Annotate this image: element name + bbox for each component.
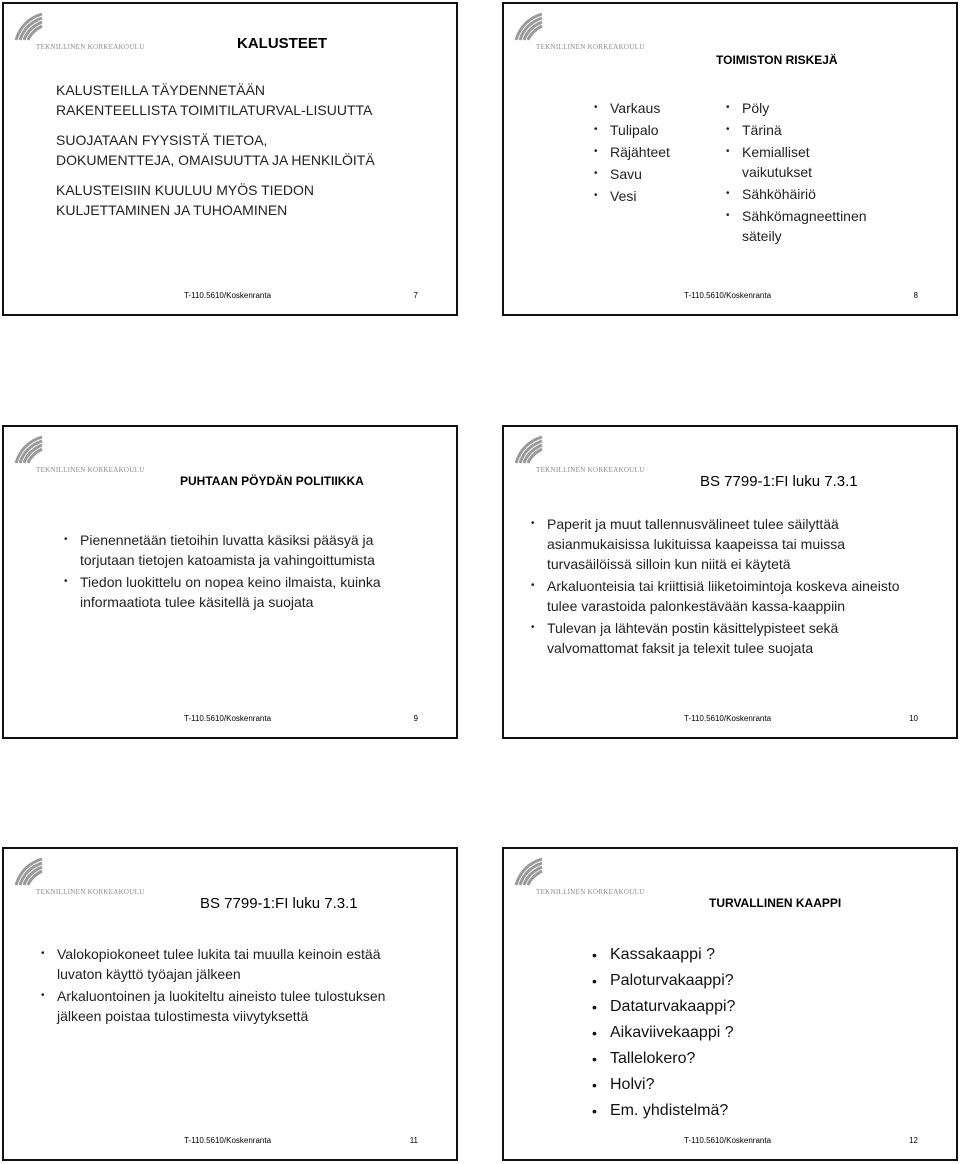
list-item: • Vesi [594, 188, 637, 204]
university-logo [14, 435, 154, 479]
logo-emblem-icon [14, 857, 44, 887]
bullet-icon: • [592, 999, 597, 1015]
bullet-list [592, 943, 812, 1125]
bullet-list [41, 944, 401, 1028]
page-number: 7 [413, 291, 418, 300]
paragraph: SUOJATAAN FYYSISTÄ TIETOA, DOKUMENTTEJA, OMAISUUTTA JA HENKILÖITÄ [56, 132, 375, 168]
page-number: 9 [413, 714, 418, 723]
list-item: • Valokopiokoneet tulee lukita tai muulla keinoin estää luvaton käyttö työajan jälkeen [41, 946, 381, 982]
list-item: • Kassakaappi ? [592, 943, 812, 967]
bullet-icon: • [531, 518, 535, 529]
footer-course: T-110.5610/Koskenranta [684, 291, 772, 300]
logo-text: TEKNILLINEN KORKEAKOULU [536, 466, 645, 474]
list-item: • Tulipalo [594, 122, 659, 138]
university-logo [14, 857, 154, 901]
bullet-icon: • [726, 102, 730, 113]
logo-text: TEKNILLINEN KORKEAKOULU [536, 43, 645, 51]
list-item: • Tallelokero? [592, 1047, 812, 1071]
footer-course: T-110.5610/Koskenranta [184, 291, 272, 300]
bullet-icon: • [592, 1051, 597, 1067]
footer-course: T-110.5610/Koskenranta [184, 1136, 272, 1145]
bullet-icon: • [531, 622, 535, 633]
list-item: • Räjähteet [594, 144, 670, 160]
bullet-icon: • [594, 146, 598, 157]
bullet-icon: • [594, 190, 598, 201]
list-item: • Sähköhäiriö [726, 186, 816, 202]
logo-text: TEKNILLINEN KORKEAKOULU [36, 888, 145, 896]
page-number: 8 [913, 291, 918, 300]
bullet-icon: • [592, 1103, 597, 1119]
bullet-icon: • [531, 580, 535, 591]
list-item: • Arkaluontoinen ja luokiteltu aineisto tulee tulostuksen jälkeen poistaa tulostimesta viivytyksettä [41, 988, 386, 1024]
list-item: • Paperit ja muut tallennusvälineet tulee säilyttää asianmukaisissa lukituissa kaapeissa tai muissa turvasäilöissä silloin kun niitä ei käytetä [531, 516, 846, 572]
paragraph: KALUSTEILLA TÄYDENNETÄÄN RAKENTEELLISTA TOIMITILATURVAL-LISUUTTA [56, 82, 373, 118]
list-item: • Arkaluonteisia tai kriittisiä liiketoimintoja koskeva aineisto tulee varastoida palonkestävään kassa-kaappiin [531, 578, 900, 614]
list-item: • Pienennetään tietoihin luvatta käsiksi pääsyä ja torjutaan tietojen katoamista ja vahingoittumista [64, 532, 375, 568]
list-item: • Savu [594, 166, 642, 182]
university-logo [514, 857, 654, 901]
footer-course: T-110.5610/Koskenranta [684, 714, 772, 723]
list-item: • Paloturvakaappi? [592, 969, 812, 993]
bullet-icon: • [726, 146, 730, 157]
slide-body [56, 80, 376, 230]
bullet-icon: • [594, 124, 598, 135]
bullet-icon: • [64, 576, 68, 587]
list-item: • Varkaus [594, 100, 661, 116]
slide-title: BS 7799-1:FI luku 7.3.1 [200, 895, 358, 912]
bullet-icon: • [726, 210, 730, 221]
list-item: • Sähkömagneettinen säteily [726, 208, 867, 244]
logo-emblem-icon [514, 857, 544, 887]
list-item: • Tiedon luokittelu on nopea keino ilmaista, kuinka informaatiota tulee käsitellä ja suojata [64, 574, 381, 610]
footer-course: T-110.5610/Koskenranta [184, 714, 272, 723]
list-item: • Kemialliset vaikutukset [726, 144, 813, 180]
bullet-icon: • [594, 168, 598, 179]
bullet-icon: • [41, 990, 45, 1001]
logo-emblem-icon [514, 435, 544, 465]
slide-10 [502, 425, 958, 739]
list-item: • Tulevan ja lähtevän postin käsittelypisteet sekä valvomattomat faksit ja telexit tulee suojata [531, 620, 839, 656]
bullet-icon: • [726, 188, 730, 199]
page-number: 10 [909, 714, 918, 723]
list-item: • Tärinä [726, 122, 782, 138]
risk-list-left [594, 98, 704, 208]
bullet-icon: • [726, 124, 730, 135]
bullet-list [64, 530, 394, 614]
slide-title: KALUSTEET [237, 35, 327, 52]
list-item: • Em. yhdistelmä? [592, 1099, 812, 1123]
slide-title: TOIMISTON RISKEJÄ [716, 53, 838, 67]
bullet-icon: • [592, 1077, 597, 1093]
list-item: • Aikaviivekaappi ? [592, 1021, 812, 1045]
university-logo [514, 435, 654, 479]
bullet-icon: • [64, 534, 68, 545]
list-item: • Dataturvakaappi? [592, 995, 812, 1019]
paragraph: KALUSTEISIIN KUULUU MYÖS TIEDON KULJETTAMINEN JA TUHOAMINEN [56, 182, 315, 218]
bullet-list [531, 514, 903, 660]
logo-text: TEKNILLINEN KORKEAKOULU [36, 43, 145, 51]
logo-text: TEKNILLINEN KORKEAKOULU [36, 466, 145, 474]
list-item: • Holvi? [592, 1073, 812, 1097]
slide-9 [2, 425, 458, 739]
logo-emblem-icon [14, 12, 44, 42]
logo-text: TEKNILLINEN KORKEAKOULU [536, 888, 645, 896]
bullet-icon: • [594, 102, 598, 113]
page-number: 12 [909, 1136, 918, 1145]
slide-12 [502, 847, 958, 1161]
slide-7 [2, 2, 458, 316]
footer-course: T-110.5610/Koskenranta [684, 1136, 772, 1145]
risk-list-right [726, 98, 916, 248]
university-logo [14, 12, 154, 56]
page-number: 11 [409, 1136, 418, 1145]
slide-title: PUHTAAN PÖYDÄN POLITIIKKA [180, 474, 364, 488]
list-item: • Pöly [726, 100, 770, 116]
bullet-icon: • [41, 948, 45, 959]
logo-emblem-icon [14, 435, 44, 465]
slide-title: TURVALLINEN KAAPPI [709, 896, 842, 910]
university-logo [514, 12, 654, 56]
slide-8 [502, 2, 958, 316]
slide-title: BS 7799-1:FI luku 7.3.1 [700, 473, 858, 490]
logo-emblem-icon [514, 12, 544, 42]
bullet-icon: • [592, 973, 597, 989]
slide-11 [2, 847, 458, 1161]
bullet-icon: • [592, 947, 597, 963]
bullet-icon: • [592, 1025, 597, 1041]
